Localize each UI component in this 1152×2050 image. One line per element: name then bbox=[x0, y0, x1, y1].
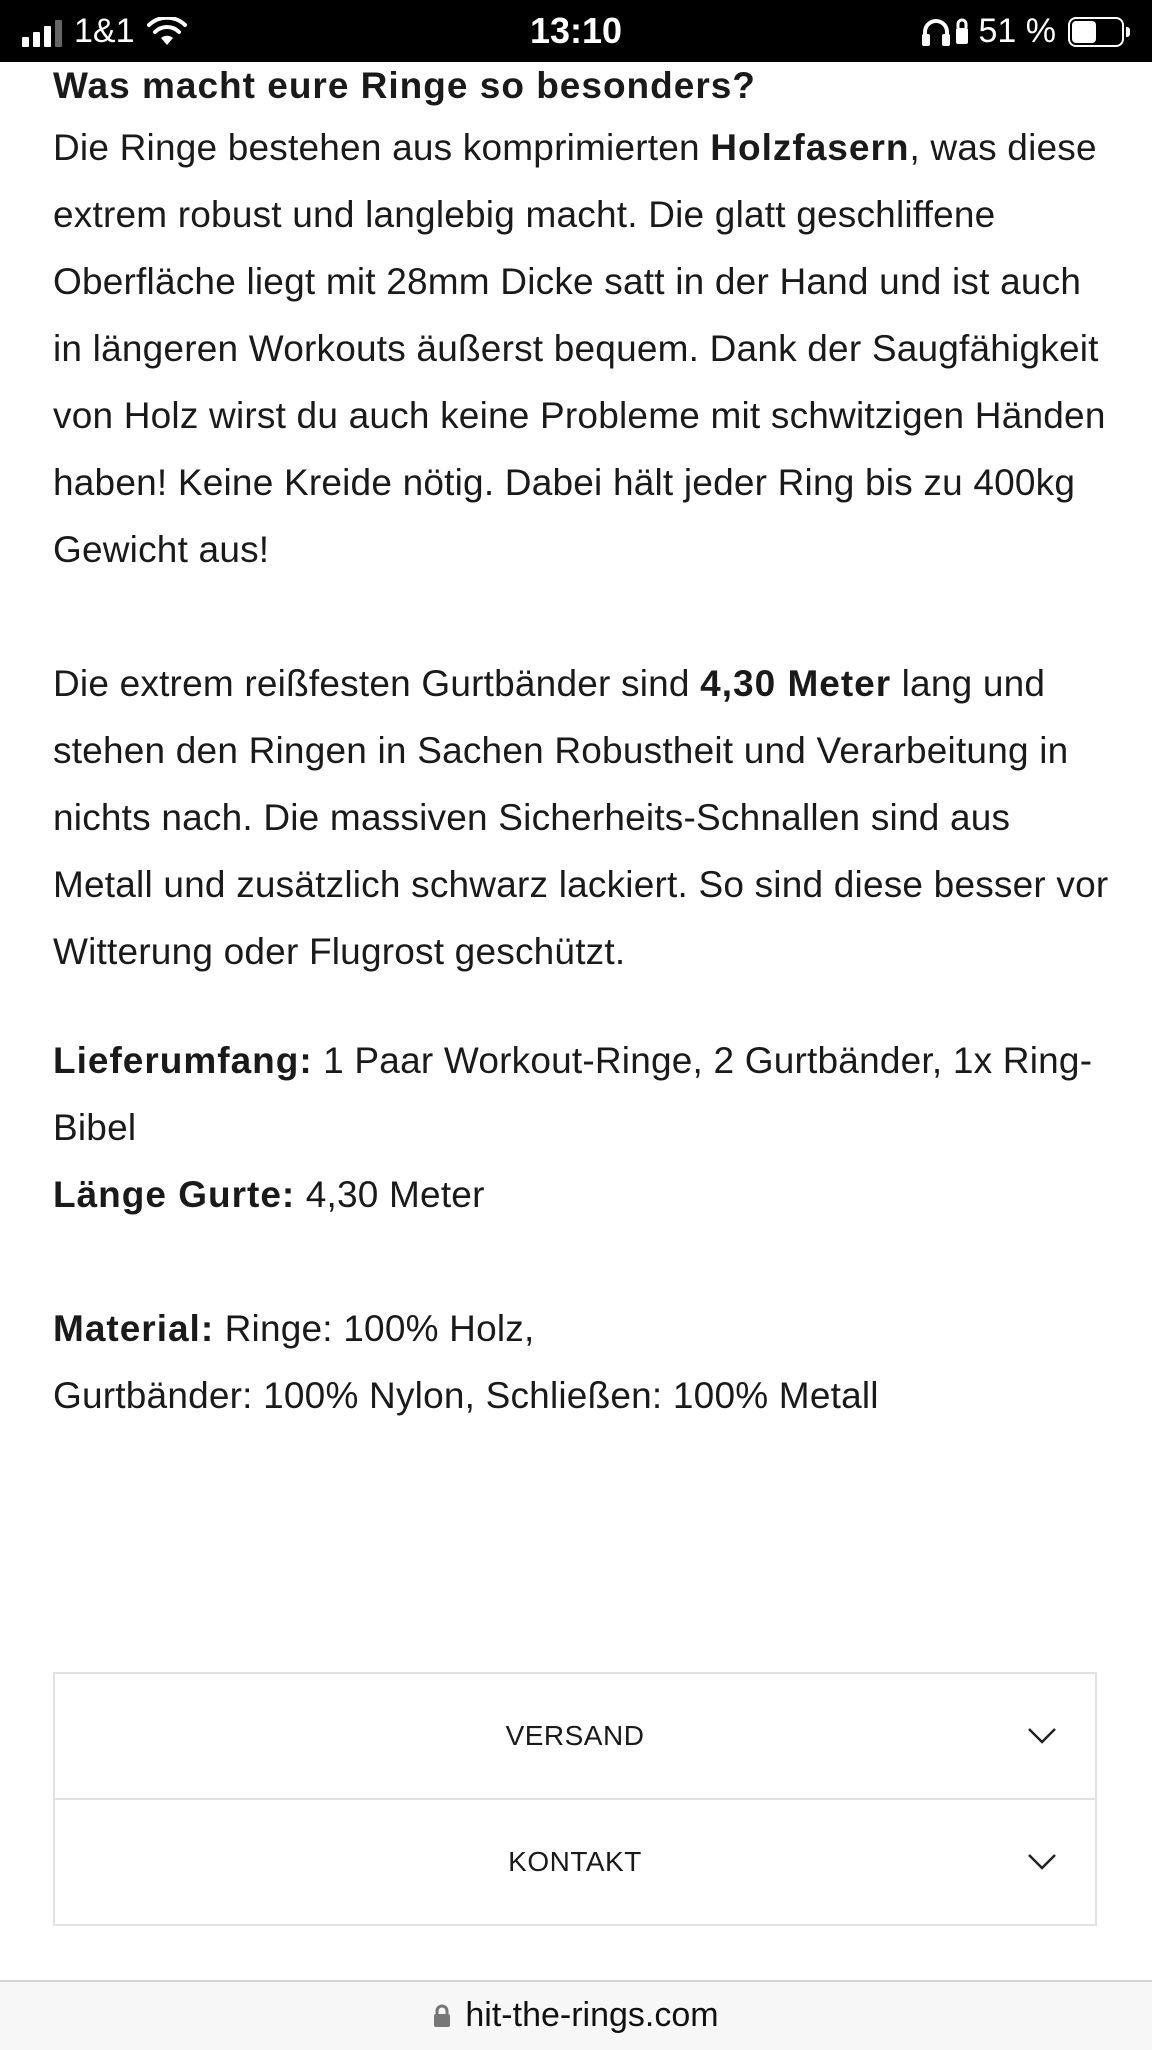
status-bar bbox=[0, 0, 1152, 62]
info-accordion bbox=[53, 1672, 1097, 1926]
bold-text: Holzfasern bbox=[710, 127, 910, 168]
lieferumfang-value: 1 Paar Workout-Ringe, 2 Gurtbänder, 1x Ring-Bibel bbox=[53, 1040, 1093, 1148]
text: , was diese extrem robust und langlebig macht. Die glatt geschliffene Oberfläche liegt mit 28mm Dicke satt in der Hand und ist auch in längeren Workouts äußerst bequem. Dank der Saugfähigkeit von Holz wirst du auch keine Probleme mit schwitzigen Händen haben! Keine Kreide nötig. Dabei hält jeder Ring bis zu 400kg Gewicht aus! bbox=[53, 127, 1106, 570]
section-heading: Was macht eure Ringe so besonders? bbox=[53, 65, 756, 106]
lieferumfang-label: Lieferumfang: bbox=[53, 1040, 313, 1081]
chevron-down-icon bbox=[1027, 1853, 1057, 1871]
laenge-label: Länge Gurte: bbox=[53, 1174, 296, 1215]
description-paragraph-straps bbox=[53, 650, 1113, 985]
clock: 13:10 bbox=[529, 10, 623, 51]
text: lang und stehen den Ringen in Sachen Robustheit und Verarbeitung in nichts nach. Die massiven Sicherheits-Schnallen sind aus Metall und zusätzlich schwarz lackiert. So sind diese besser vor Witterung oder Flugrost geschützt. bbox=[53, 663, 1109, 972]
material-info bbox=[53, 1295, 1113, 1429]
battery-percent: 51 % bbox=[978, 12, 1056, 50]
product-description bbox=[53, 58, 1113, 1429]
text: Die Ringe bestehen aus komprimierten bbox=[53, 127, 711, 168]
status-right bbox=[921, 12, 1131, 51]
material-value: Ringe: 100% Holz, bbox=[214, 1308, 535, 1349]
orientation-lock-icon bbox=[955, 18, 969, 46]
accordion-label: KONTAKT bbox=[508, 1846, 642, 1877]
carrier-name: 1&1 bbox=[74, 12, 135, 50]
accordion-versand[interactable] bbox=[55, 1674, 1095, 1798]
laenge-value: 4,30 Meter bbox=[295, 1174, 485, 1215]
headphones-icon bbox=[921, 16, 951, 48]
padlock-icon bbox=[433, 2004, 451, 2028]
battery-icon bbox=[1068, 17, 1130, 47]
bold-text: 4,30 Meter bbox=[700, 663, 892, 704]
scope-of-delivery bbox=[53, 1027, 1113, 1228]
description-paragraph-rings bbox=[53, 114, 1113, 583]
url-text[interactable]: hit-the-rings.com bbox=[465, 1996, 719, 2034]
address-bar-inner bbox=[0, 1996, 1152, 2035]
browser-address-bar[interactable] bbox=[0, 1980, 1152, 2050]
text: Die extrem reißfesten Gurtbänder sind bbox=[53, 663, 701, 704]
material-label: Material: bbox=[53, 1308, 215, 1349]
accordion-label: VERSAND bbox=[505, 1720, 645, 1751]
chevron-down-icon bbox=[1027, 1727, 1057, 1745]
accordion-kontakt[interactable] bbox=[55, 1798, 1095, 1924]
material-value: Gurtbänder: 100% Nylon, Schließen: 100% Metall bbox=[53, 1375, 879, 1416]
